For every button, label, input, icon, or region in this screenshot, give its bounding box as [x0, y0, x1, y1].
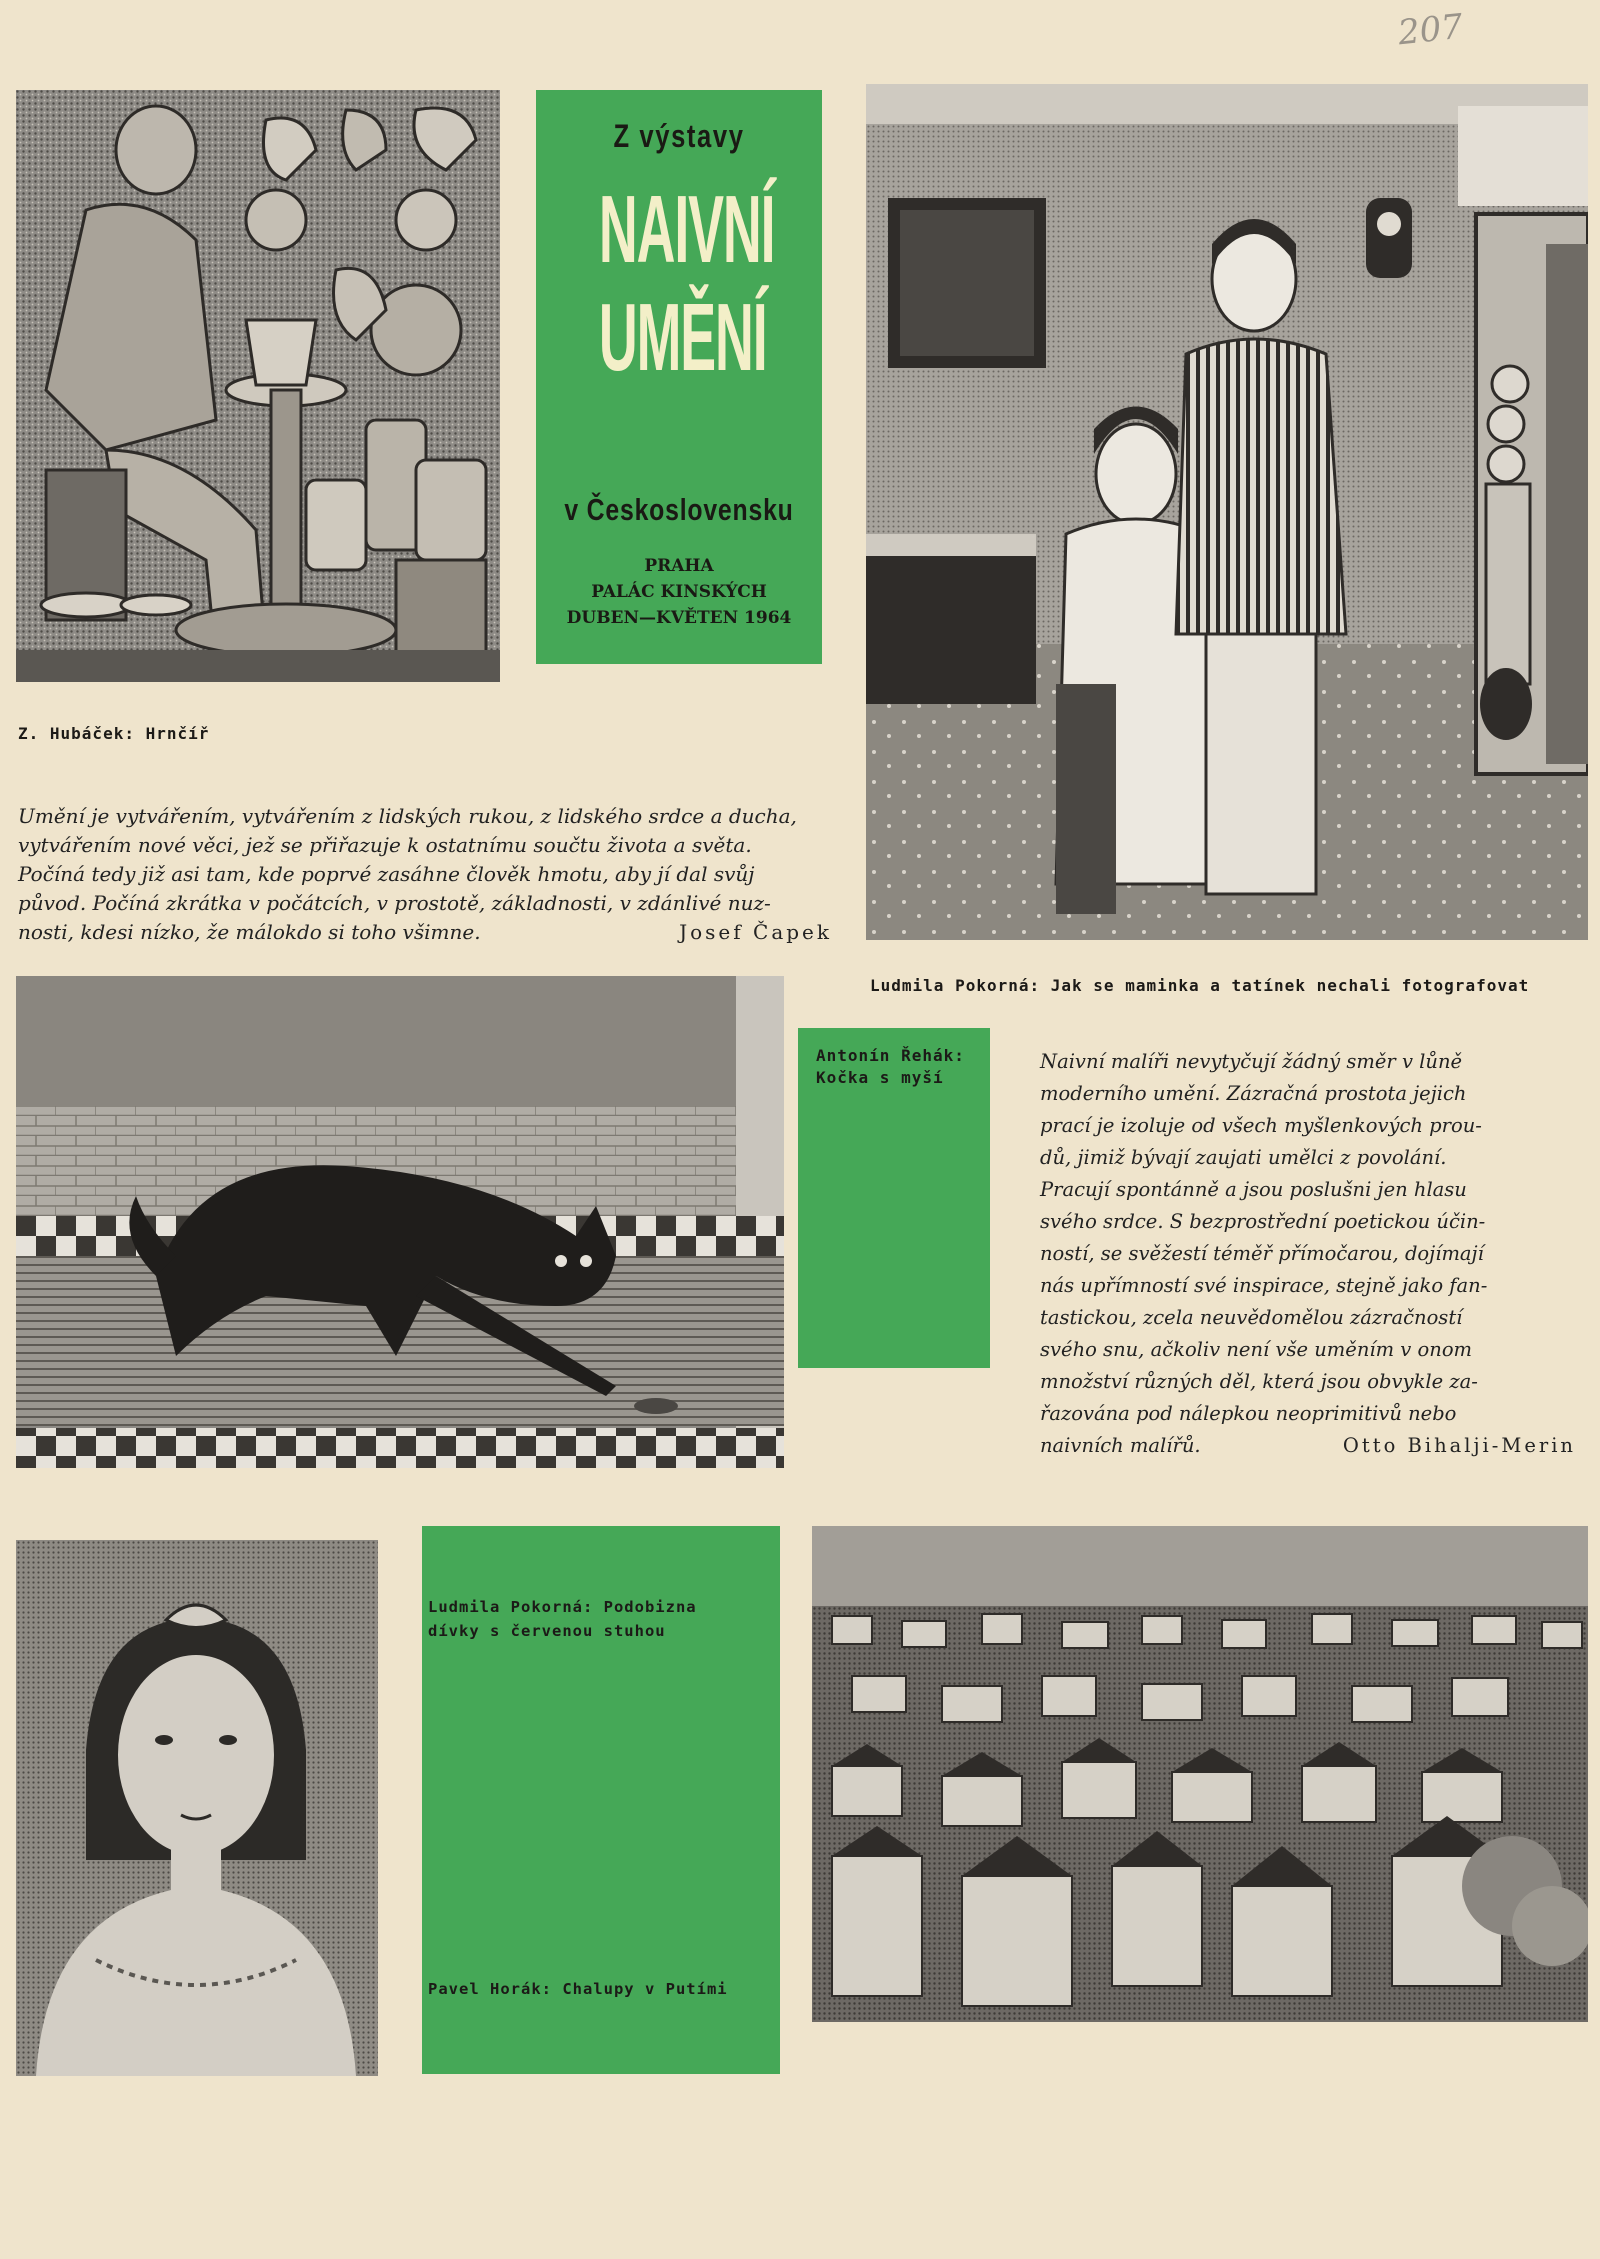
merin-quote-line: dů, jimiž bývají zaujati umělci z povolání.: [1040, 1146, 1447, 1169]
cat-caption-block: [798, 1028, 990, 1368]
capek-quote-line: vytvářením nové věci, jež se přiřazuje k ostatnímu součtu života a světa.: [18, 833, 752, 857]
exhibition-title-block: [536, 90, 822, 664]
village-painting: [812, 1526, 1588, 2022]
page-number: 207: [1396, 6, 1465, 54]
venue-palace: PALÁC KINSKÝCH: [591, 582, 767, 602]
capek-quote-line: původ. Počíná zkrátka v počátcích, v prostotě, základnosti, v zdánlivé nuz-: [18, 891, 771, 915]
merin-quote-line: tastickou, zcela neuvědomělou zázračností: [1040, 1306, 1463, 1329]
girl-portrait: [16, 1540, 378, 2076]
venue-city: PRAHA: [644, 556, 714, 576]
merin-quote-line: [1040, 1430, 1590, 1462]
merin-quote-line: množství různých děl, která jsou obvykle za-: [1040, 1370, 1478, 1393]
capek-quote-line: Umění je vytvářením, vytvářením z lidských rukou, z lidského srdce a ducha,: [18, 804, 797, 828]
merin-quote-line: prací je izoluje od všech myšlenkových prou-: [1040, 1114, 1482, 1137]
bottom-caption-block: [422, 1526, 780, 2074]
merin-quote-line: ností, se svěžestí téměř přímočarou, dojímají: [1040, 1242, 1484, 1265]
girl-caption-title: dívky s červenou stuhou: [428, 1622, 666, 1640]
title-intro: Z výstavy: [613, 118, 745, 154]
venue-dates: DUBEN—KVĚTEN 1964: [566, 608, 792, 628]
capek-quote-last: nosti, kdesi nízko, že málokdo si toho všimne.: [18, 920, 481, 944]
village-caption: Pavel Horák: Chalupy v Putími: [428, 1980, 728, 1998]
merin-quote-line: nás upřímností své inspirace, stejně jako fan-: [1040, 1274, 1488, 1297]
cat-caption-artist: Antonín Řehák:: [816, 1046, 965, 1065]
merin-quote-line: svého srdce. S bezprostřední poetickou účin-: [1040, 1210, 1486, 1233]
cat-painting: [16, 976, 784, 1468]
title-headline-1: NAIVNÍ: [598, 176, 775, 283]
title-country: v Československu: [564, 492, 794, 527]
cat-caption-title: Kočka s myší: [816, 1068, 944, 1087]
capek-quote-line: [18, 918, 838, 947]
merin-quote: [1040, 1046, 1590, 1462]
capek-quote-line: Počíná tedy již asi tam, kde poprvé zasáhne člověk hmotu, aby jí dal svůj: [18, 862, 755, 886]
merin-author: Otto Bihalji-Merin: [1342, 1434, 1576, 1457]
capek-quote: [18, 802, 838, 947]
capek-author: Josef Čapek: [679, 920, 832, 944]
potter-caption: Z. Hubáček: Hrnčíř: [18, 724, 210, 743]
merin-quote-line: moderního umění. Zázračná prostota jejich: [1040, 1082, 1467, 1105]
girl-caption-artist: Ludmila Pokorná: Podobizna: [428, 1598, 697, 1616]
title-headline-2: UMĚNÍ: [598, 284, 767, 391]
couple-caption: Ludmila Pokorná: Jak se maminka a tatínek nechali fotografovat: [870, 976, 1530, 995]
merin-quote-line: Pracují spontánně a jsou poslušni jen hlasu: [1040, 1178, 1467, 1201]
couple-painting: [866, 84, 1588, 940]
merin-quote-line: řazována pod nálepkou neoprimitivů nebo: [1040, 1402, 1457, 1425]
merin-quote-line: svého snu, ačkoliv není vše uměním v onom: [1040, 1338, 1473, 1361]
merin-quote-last: naivních malířů.: [1040, 1434, 1201, 1457]
merin-quote-line: Naivní malíři nevytyčují žádný směr v lůně: [1040, 1050, 1463, 1073]
potter-illustration: [16, 90, 500, 682]
